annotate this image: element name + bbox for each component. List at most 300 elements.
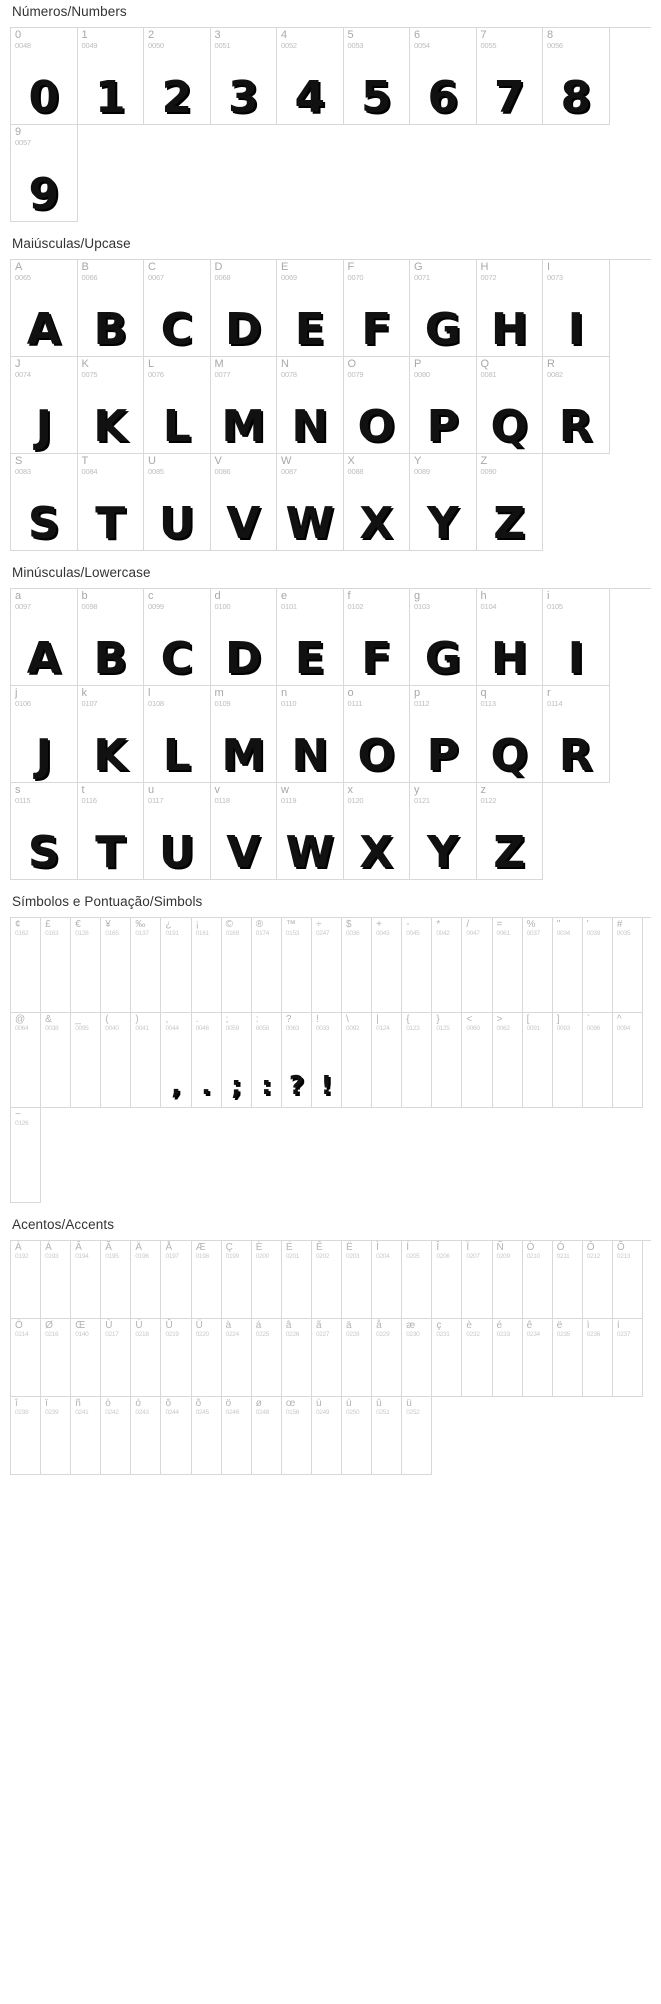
glyph-cell[interactable] (71, 1319, 101, 1397)
glyph-char-label: f (347, 590, 351, 602)
glyph-code-label: 0100 (214, 601, 231, 611)
glyph-meta (543, 589, 609, 610)
sections-container (10, 0, 651, 1475)
glyph-cell[interactable] (131, 918, 161, 1013)
glyph-cell[interactable] (277, 28, 344, 125)
glyph-cell[interactable] (312, 1013, 342, 1108)
glyph-cell[interactable] (282, 918, 312, 1013)
glyph-cell[interactable] (11, 454, 78, 551)
glyph-cell[interactable] (493, 1013, 523, 1108)
glyph-cell[interactable] (543, 589, 610, 686)
glyph-char-label: A (15, 261, 23, 273)
glyph-preview: S (27, 498, 60, 549)
glyph-preview: B (93, 633, 128, 684)
glyph-meta (410, 454, 476, 475)
glyph-meta (344, 783, 410, 804)
glyph-cell[interactable] (342, 1319, 372, 1397)
glyph-cell[interactable] (402, 918, 432, 1013)
glyph-meta (583, 1319, 612, 1338)
glyph-code-label: 0228 (346, 1330, 360, 1338)
glyph-cell[interactable] (462, 1241, 492, 1319)
glyph-char-label: e (281, 590, 288, 602)
glyph-code-label: 0224 (225, 1330, 239, 1338)
glyph-cell[interactable] (583, 918, 613, 1013)
glyph-cell[interactable] (277, 454, 344, 551)
glyph-cell[interactable] (211, 357, 278, 454)
glyph-cell[interactable] (41, 918, 71, 1013)
glyph-cell[interactable] (101, 1013, 131, 1108)
glyph-cell[interactable] (277, 783, 344, 880)
glyph-code-label: 0033 (315, 1024, 330, 1032)
glyph-char-label: ` (586, 1014, 591, 1025)
glyph-cell[interactable] (523, 918, 553, 1013)
glyph-cell[interactable] (11, 589, 78, 686)
glyph-cell[interactable] (11, 1319, 41, 1397)
glyph-char-label: \ (346, 1014, 349, 1025)
glyph-meta (344, 686, 410, 707)
glyph-cell[interactable] (277, 589, 344, 686)
glyph-char-label: k (81, 687, 87, 699)
glyph-cell[interactable] (161, 1241, 191, 1319)
glyph-preview: J (35, 730, 52, 781)
glyph-code-label: 0098 (81, 601, 98, 611)
glyph-preview: D (224, 633, 262, 684)
glyph-cell[interactable] (131, 1013, 161, 1108)
glyph-cell[interactable] (11, 1108, 41, 1203)
glyph-meta (402, 1013, 431, 1032)
glyph-cell[interactable] (477, 357, 544, 454)
glyph-cell[interactable] (211, 589, 278, 686)
glyph-meta (131, 1241, 160, 1260)
glyph-meta (372, 1013, 401, 1032)
glyph-meta (583, 918, 612, 937)
glyph-cell[interactable] (410, 260, 477, 357)
glyph-meta (553, 1319, 582, 1338)
glyph-meta (192, 1013, 221, 1032)
glyph-cell[interactable] (342, 1397, 372, 1475)
glyph-char-label: P (414, 358, 422, 370)
glyph-char-label: c (148, 590, 154, 602)
glyph-code-label: 0066 (81, 272, 98, 282)
glyph-meta (11, 1013, 40, 1032)
glyph-cell[interactable] (78, 589, 145, 686)
glyph-cell[interactable] (101, 1241, 131, 1319)
glyph-code-label: 0043 (376, 929, 390, 937)
glyph-cell[interactable] (410, 28, 477, 125)
glyph-cell[interactable] (101, 1319, 131, 1397)
glyph-cell[interactable] (252, 1319, 282, 1397)
glyph-cell[interactable] (78, 28, 145, 125)
glyph-cell[interactable] (161, 1319, 191, 1397)
glyph-meta (543, 28, 609, 49)
glyph-cell[interactable] (282, 1319, 312, 1397)
glyph-cell[interactable] (543, 357, 610, 454)
glyph-cell[interactable] (493, 1319, 523, 1397)
glyph-code-label: 0046 (195, 1024, 209, 1032)
glyph-cell[interactable] (493, 918, 523, 1013)
glyph-code-label: 0124 (376, 1024, 390, 1032)
glyph-cell[interactable] (41, 1013, 71, 1108)
glyph-cell[interactable] (462, 1013, 492, 1108)
glyph-meta (312, 1319, 341, 1338)
glyph-meta (144, 454, 210, 475)
glyph-code-label: 0036 (346, 929, 360, 937)
glyph-meta (493, 1319, 522, 1338)
glyph-cell[interactable] (462, 1319, 492, 1397)
glyph-cell[interactable] (462, 918, 492, 1013)
glyph-cell[interactable] (11, 918, 41, 1013)
glyph-code-label: 0210 (526, 1252, 540, 1260)
glyph-cell[interactable] (344, 357, 411, 454)
glyph-meta (144, 28, 210, 49)
glyph-char-label: [ (526, 1014, 530, 1025)
glyph-cell[interactable] (222, 1319, 252, 1397)
glyph-cell[interactable] (372, 1241, 402, 1319)
glyph-cell[interactable] (402, 1013, 432, 1108)
glyph-cell[interactable] (523, 1013, 553, 1108)
glyph-preview: 4 (294, 72, 326, 123)
glyph-code-label: 0250 (346, 1408, 360, 1416)
glyph-cell[interactable] (553, 1319, 583, 1397)
glyph-cell[interactable] (477, 454, 544, 551)
glyph-cell[interactable] (613, 918, 643, 1013)
glyph-cell[interactable] (372, 918, 402, 1013)
glyph-cell[interactable] (41, 1241, 71, 1319)
glyph-cell[interactable] (252, 918, 282, 1013)
glyph-cell[interactable] (477, 783, 544, 880)
glyph-cell[interactable] (282, 1241, 312, 1319)
glyph-grid (10, 917, 651, 1203)
glyph-cell[interactable] (11, 260, 78, 357)
glyph-cell[interactable] (11, 686, 78, 783)
glyph-code-label: 0064 (15, 1024, 29, 1032)
glyph-cell[interactable] (613, 1319, 643, 1397)
glyph-code-label: 0088 (347, 466, 364, 476)
glyph-cell[interactable] (101, 1397, 131, 1475)
glyph-char-label: = (496, 919, 503, 930)
glyph-cell[interactable] (78, 783, 145, 880)
glyph-cell[interactable] (523, 1319, 553, 1397)
glyph-cell[interactable] (583, 1241, 613, 1319)
glyph-cell[interactable] (402, 1397, 432, 1475)
glyph-meta (11, 357, 77, 378)
glyph-cell[interactable] (211, 783, 278, 880)
glyph-cell[interactable] (583, 1319, 613, 1397)
glyph-meta (282, 1241, 311, 1260)
glyph-cell[interactable] (372, 1319, 402, 1397)
glyph-cell[interactable] (131, 1319, 161, 1397)
glyph-cell[interactable] (131, 1397, 161, 1475)
glyph-cell[interactable] (211, 686, 278, 783)
glyph-char-label: à (225, 1320, 232, 1331)
glyph-meta (553, 1241, 582, 1260)
glyph-cell[interactable] (222, 918, 252, 1013)
glyph-code-label: 0213 (616, 1252, 631, 1260)
glyph-cell[interactable] (613, 1013, 643, 1108)
glyph-cell[interactable] (312, 918, 342, 1013)
glyph-char-label: û (376, 1398, 382, 1409)
glyph-cell[interactable] (477, 589, 544, 686)
glyph-cell[interactable] (344, 260, 411, 357)
glyph-preview: A (26, 633, 61, 684)
glyph-cell[interactable] (252, 1241, 282, 1319)
glyph-cell[interactable] (342, 1241, 372, 1319)
glyph-cell[interactable] (144, 686, 211, 783)
glyph-cell[interactable] (432, 1241, 462, 1319)
glyph-cell[interactable] (192, 1397, 222, 1475)
glyph-cell[interactable] (161, 918, 191, 1013)
glyph-cell[interactable] (344, 589, 411, 686)
glyph-cell[interactable] (78, 357, 145, 454)
glyph-code-label: 0109 (214, 698, 231, 708)
glyph-meta (131, 1397, 160, 1416)
glyph-code-label: 0085 (148, 466, 164, 476)
glyph-cell[interactable] (342, 1013, 372, 1108)
glyph-cell[interactable] (41, 1397, 71, 1475)
glyph-meta (41, 1013, 70, 1032)
glyph-cell[interactable] (144, 357, 211, 454)
glyph-cell[interactable] (161, 1397, 191, 1475)
glyph-cell[interactable] (543, 28, 610, 125)
glyph-char-label: n (281, 687, 288, 699)
glyph-cell[interactable] (583, 1013, 613, 1108)
glyph-code-label: 0237 (616, 1330, 631, 1338)
glyph-cell[interactable] (131, 1241, 161, 1319)
glyph-code-label: 0073 (547, 272, 563, 282)
glyph-meta (71, 1319, 100, 1338)
glyph-cell[interactable] (523, 1241, 553, 1319)
glyph-cell[interactable] (144, 260, 211, 357)
glyph-cell[interactable] (312, 1241, 342, 1319)
glyph-cell[interactable] (252, 1013, 282, 1108)
glyph-cell[interactable] (144, 28, 211, 125)
glyph-meta (277, 589, 343, 610)
glyph-cell[interactable] (78, 260, 145, 357)
glyph-cell[interactable] (11, 1397, 41, 1475)
glyph-char-label: Ö (15, 1320, 23, 1331)
glyph-cell[interactable] (432, 1319, 462, 1397)
glyph-preview: Q (490, 730, 528, 781)
glyph-cell[interactable] (277, 686, 344, 783)
glyph-cell[interactable] (71, 1241, 101, 1319)
glyph-char-label: U (148, 455, 156, 467)
glyph-code-label: 0101 (281, 601, 297, 611)
glyph-meta (344, 357, 410, 378)
glyph-cell[interactable] (11, 28, 78, 125)
glyph-code-label: 0165 (105, 929, 119, 937)
glyph-char-label: À (15, 1242, 22, 1253)
glyph-preview: 3 (227, 72, 259, 123)
glyph-meta (192, 1319, 221, 1338)
glyph-cell[interactable] (410, 357, 477, 454)
glyph-code-label: 0089 (414, 466, 430, 476)
glyph-code-label: 0202 (315, 1252, 330, 1260)
glyph-cell[interactable] (11, 783, 78, 880)
glyph-cell[interactable] (161, 1013, 191, 1108)
glyph-char-label: Û (165, 1320, 173, 1331)
glyph-cell[interactable] (410, 589, 477, 686)
glyph-cell[interactable] (493, 1241, 523, 1319)
glyph-char-label: ^ (616, 1014, 622, 1025)
glyph-preview: 7 (493, 72, 525, 123)
glyph-char-label: T (81, 455, 89, 467)
glyph-preview: O (357, 730, 395, 781)
glyph-cell[interactable] (11, 1013, 41, 1108)
glyph-cell[interactable] (477, 28, 544, 125)
glyph-preview: D (224, 304, 262, 355)
glyph-cell[interactable] (402, 1241, 432, 1319)
glyph-cell[interactable] (144, 783, 211, 880)
glyph-cell[interactable] (211, 28, 278, 125)
glyph-section (10, 222, 651, 551)
glyph-meta (78, 357, 144, 378)
glyph-char-label: > (496, 1014, 503, 1025)
glyph-cell[interactable] (252, 1397, 282, 1475)
glyph-meta (71, 918, 100, 937)
glyph-cell[interactable] (432, 1013, 462, 1108)
glyph-meta (41, 1241, 70, 1260)
glyph-cell[interactable] (543, 260, 610, 357)
glyph-char-label: ® (255, 919, 264, 930)
glyph-meta (192, 1241, 221, 1260)
glyph-code-label: 0231 (436, 1330, 450, 1338)
glyph-cell[interactable] (78, 454, 145, 551)
glyph-char-label: 6 (414, 29, 421, 41)
glyph-cell[interactable] (372, 1013, 402, 1108)
glyph-code-label: 0217 (105, 1330, 119, 1338)
glyph-char-label: ( (105, 1014, 109, 1025)
glyph-code-label: 0128 (75, 929, 89, 937)
glyph-cell[interactable] (78, 686, 145, 783)
glyph-cell[interactable] (71, 918, 101, 1013)
glyph-code-label: 0060 (466, 1024, 480, 1032)
glyph-cell[interactable] (277, 260, 344, 357)
glyph-preview: C (160, 633, 193, 684)
glyph-section (10, 551, 651, 880)
glyph-code-label: 0119 (281, 795, 297, 805)
glyph-char-label: G (414, 261, 423, 273)
glyph-cell[interactable] (410, 686, 477, 783)
glyph-cell[interactable] (312, 1397, 342, 1475)
glyph-cell[interactable] (282, 1013, 312, 1108)
glyph-char-label: g (414, 590, 421, 602)
glyph-code-label: 0239 (45, 1408, 59, 1416)
glyph-cell[interactable] (543, 686, 610, 783)
glyph-preview: B (93, 304, 128, 355)
glyph-meta (477, 454, 543, 475)
glyph-meta (553, 1013, 582, 1032)
glyph-cell[interactable] (344, 454, 411, 551)
glyph-char-label: q (480, 687, 487, 699)
glyph-meta (11, 783, 77, 804)
glyph-meta (192, 918, 221, 937)
glyph-meta (144, 260, 210, 281)
glyph-cell[interactable] (477, 260, 544, 357)
glyph-char-label: ë (556, 1320, 563, 1331)
glyph-cell[interactable] (71, 1397, 101, 1475)
glyph-code-label: 0041 (135, 1024, 149, 1032)
glyph-cell[interactable] (410, 454, 477, 551)
glyph-code-label: 0241 (75, 1408, 89, 1416)
glyph-cell[interactable] (71, 1013, 101, 1108)
glyph-preview: E (294, 304, 325, 355)
glyph-cell[interactable] (192, 918, 222, 1013)
glyph-cell[interactable] (344, 686, 411, 783)
glyph-cell[interactable] (192, 1319, 222, 1397)
glyph-cell[interactable] (344, 783, 411, 880)
glyph-cell[interactable] (553, 1241, 583, 1319)
glyph-preview: R (558, 401, 593, 452)
glyph-cell[interactable] (410, 783, 477, 880)
glyph-cell[interactable] (282, 1397, 312, 1475)
glyph-cell[interactable] (192, 1013, 222, 1108)
glyph-meta (11, 589, 77, 610)
glyph-char-label: ] (556, 1014, 560, 1025)
glyph-cell[interactable] (402, 1319, 432, 1397)
glyph-char-label: Å (165, 1242, 173, 1253)
glyph-meta (342, 1241, 371, 1260)
glyph-cell[interactable] (192, 1241, 222, 1319)
glyph-meta (277, 28, 343, 49)
glyph-meta (282, 1013, 311, 1032)
glyph-cell[interactable] (477, 686, 544, 783)
glyph-cell[interactable] (41, 1319, 71, 1397)
glyph-meta (493, 918, 522, 937)
glyph-grid (10, 588, 651, 880)
glyph-cell[interactable] (144, 454, 211, 551)
glyph-char-label: ï (45, 1398, 48, 1409)
glyph-cell[interactable] (144, 589, 211, 686)
glyph-cell[interactable] (342, 918, 372, 1013)
glyph-meta (277, 686, 343, 707)
glyph-cell[interactable] (312, 1319, 342, 1397)
glyph-code-label: 0197 (165, 1252, 179, 1260)
glyph-cell[interactable] (211, 454, 278, 551)
glyph-cell[interactable] (101, 918, 131, 1013)
glyph-code-label: 0243 (135, 1408, 149, 1416)
glyph-cell[interactable] (613, 1241, 643, 1319)
glyph-char-label: ; (225, 1014, 229, 1025)
glyph-cell[interactable] (553, 1013, 583, 1108)
glyph-cell[interactable] (432, 918, 462, 1013)
glyph-code-label: 0200 (255, 1252, 270, 1260)
glyph-cell[interactable] (222, 1013, 252, 1108)
glyph-cell[interactable] (11, 125, 78, 222)
glyph-char-label: © (225, 919, 234, 930)
glyph-cell[interactable] (277, 357, 344, 454)
glyph-char-label: 4 (281, 29, 288, 41)
glyph-code-label: 0162 (15, 929, 29, 937)
glyph-char-label: Õ (616, 1242, 625, 1253)
glyph-meta (410, 28, 476, 49)
glyph-code-label: 0251 (376, 1408, 390, 1416)
glyph-char-label: Y (414, 455, 422, 467)
glyph-cell[interactable] (222, 1397, 252, 1475)
glyph-cell[interactable] (222, 1241, 252, 1319)
glyph-meta (402, 918, 431, 937)
glyph-code-label: 0192 (15, 1252, 29, 1260)
glyph-code-label: 0108 (148, 698, 164, 708)
glyph-code-label: 0233 (496, 1330, 510, 1338)
glyph-char-label: ! (315, 1014, 319, 1025)
glyph-cell[interactable] (11, 1241, 41, 1319)
glyph-cell[interactable] (344, 28, 411, 125)
glyph-cell[interactable] (553, 918, 583, 1013)
glyph-char-label: R (547, 358, 555, 370)
glyph-cell[interactable] (211, 260, 278, 357)
glyph-cell[interactable] (372, 1397, 402, 1475)
glyph-cell[interactable] (11, 357, 78, 454)
